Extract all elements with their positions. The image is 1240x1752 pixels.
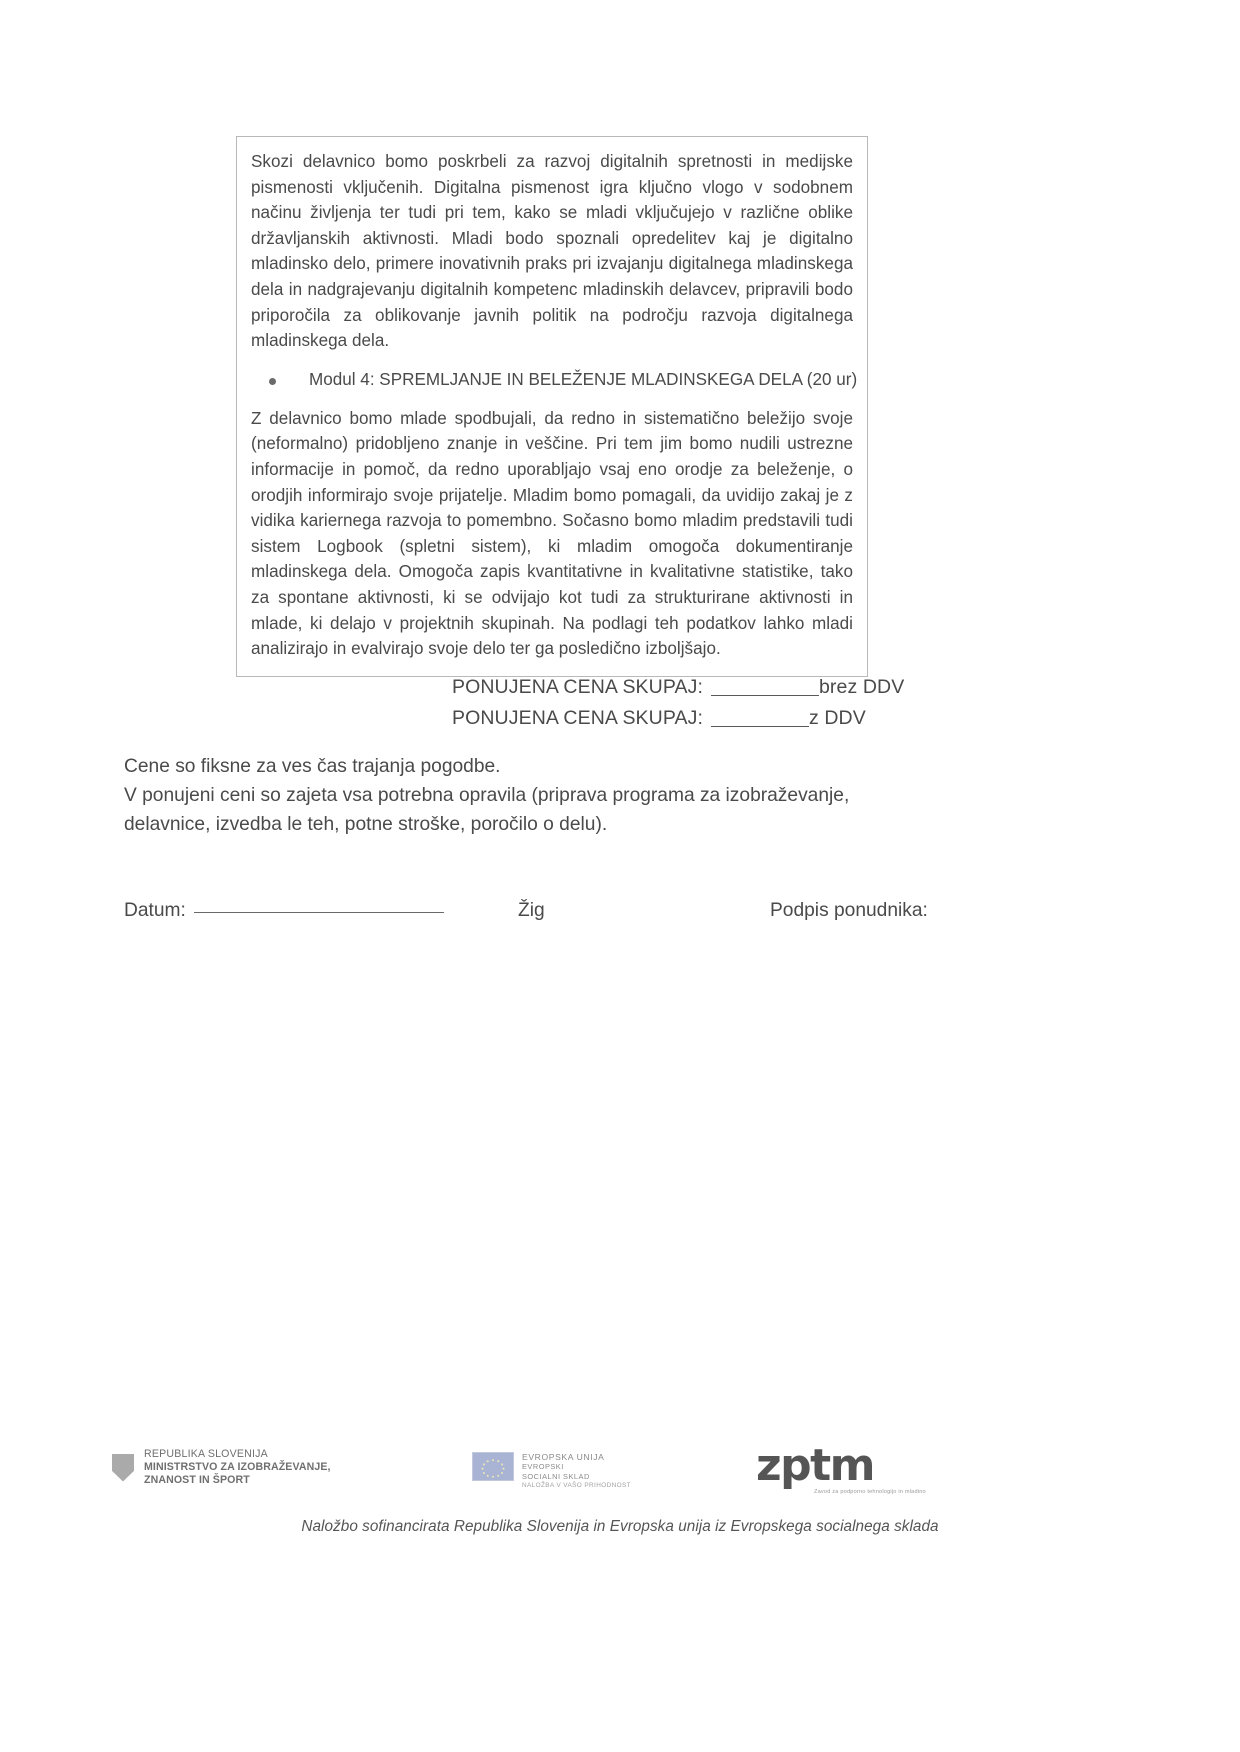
zptm-logo-group <box>756 1440 926 1496</box>
eu-stars-icon <box>473 1453 513 1481</box>
signature-label: Podpis ponudnika: <box>770 900 928 921</box>
price-line-without-vat <box>452 672 972 703</box>
description-paragraph-2: Z delavnico bomo mlade spodbujali, da redno in sistematično beležijo svoje (neformalno) pridobljeno znanje in veščine. Pri tem jim bomo nudili ustrezne informacije in pomoč, da redno uporabljajo vsaj eno orodje za beleženje, o orodjih informirajo svoje prijatelje. Mladim bomo pomagali, da uvidijo zakaj je z vidika kariernega razvoja to pomembno. Sočasno bomo mladim predstavili tudi sistem Logbook (spletni sistem), ki mladim omogoča dokumentiranje mladinskega dela. Omogoča zapis kvantitativne in kvalitativne statistike, tako za spontane aktivnosti, ki se odvijajo kot tudi za strukturirane aktivnosti in mlade, ki delajo v projektnih skupinah. Na podlagi teh podatkov lahko mladi analizirajo in evalvirajo svoje delo ter ga posledično izboljšajo. <box>251 408 853 659</box>
description-box <box>236 136 868 677</box>
date-label: Datum: <box>124 900 186 921</box>
date-input-line[interactable] <box>194 912 444 913</box>
coat-of-arms-icon <box>112 1454 134 1482</box>
price-input-without-vat[interactable] <box>711 695 819 696</box>
eu-line-3: SOCIALNI SKLAD <box>522 1471 590 1481</box>
footer-logos <box>0 1440 1240 1560</box>
zptm-subtitle: Zavod za podporno tehnologijo in mladino <box>814 1489 926 1495</box>
eu-line-2: EVROPSKI <box>522 1462 564 1471</box>
price-label-with-vat: PONUJENA CENA SKUPAJ: <box>452 707 703 729</box>
ministry-line-1: REPUBLIKA SLOVENIJA <box>144 1448 268 1460</box>
module-bullet-item <box>251 368 858 392</box>
price-label-without-vat: PONUJENA CENA SKUPAJ: <box>452 676 703 698</box>
eu-line-4: NALOŽBA V VAŠO PRIHODNOST <box>522 1482 631 1489</box>
price-line-with-vat <box>452 703 972 734</box>
conditions-notes <box>124 752 924 839</box>
stamp-label: Žig <box>518 900 545 921</box>
description-paragraph-1: Skozi delavnico bomo poskrbeli za razvoj digitalnih spretnosti in medijske pismenosti vključenih. Digitalna pismenost igra ključno vlogo v sodobnem načinu življenja ter tudi pri tem, kako se mladi vključujejo v različne oblike državljanskih aktivnosti. Mladi bodo spoznali opredelitev kaj je digitalno mladinsko delo, primere inovativnih praks pri izvajanju digitalnega mladinskega dela in nadgrajevanju digitalnih kompetenc mladinskih delavcev, pripravili bodo priporočila za oblikovanje javnih politik na področju razvoja digitalnega mladinskega dela. <box>251 152 853 351</box>
date-field-group <box>124 900 444 922</box>
eu-logo-text <box>522 1452 631 1490</box>
eu-logo-group <box>472 1452 631 1490</box>
bullet-dot-icon <box>269 378 276 385</box>
price-suffix-with-vat: z DDV <box>808 707 866 729</box>
ministry-line-2: MINISTRSTVO ZA IZOBRAŽEVANJE, <box>144 1461 331 1473</box>
cofinancing-note: Naložbo sofinancirata Republika Slovenija in Evropska unija iz Evropskega socialnega sklada <box>301 1518 939 1535</box>
eu-flag-icon <box>472 1452 514 1481</box>
signature-row <box>124 900 952 934</box>
offered-price-block <box>452 672 972 734</box>
module-bullet-label: Modul 4: SPREMLJANJE IN BELEŽENJE MLADINSKEGA DELA (20 ur) <box>309 369 858 389</box>
ministry-line-3: ZNANOST IN ŠPORT <box>144 1474 250 1486</box>
eu-line-1: EVROPSKA UNIJA <box>522 1452 605 1462</box>
price-suffix-without-vat: brez DDV <box>818 676 905 698</box>
ministry-logo-text <box>144 1448 331 1487</box>
ministry-logo-group <box>112 1448 331 1487</box>
notes-line-2: V ponujeni ceni so zajeta vsa potrebna opravila (priprava programa za izobraževanje, delavnice, izvedba le teh, potne stroške, poročilo o delu). <box>124 785 850 835</box>
notes-line-1: Cene so fiksne za ves čas trajanja pogodbe. <box>124 756 501 777</box>
zptm-wordmark: zptm <box>756 1440 874 1491</box>
price-input-with-vat[interactable] <box>711 726 809 727</box>
